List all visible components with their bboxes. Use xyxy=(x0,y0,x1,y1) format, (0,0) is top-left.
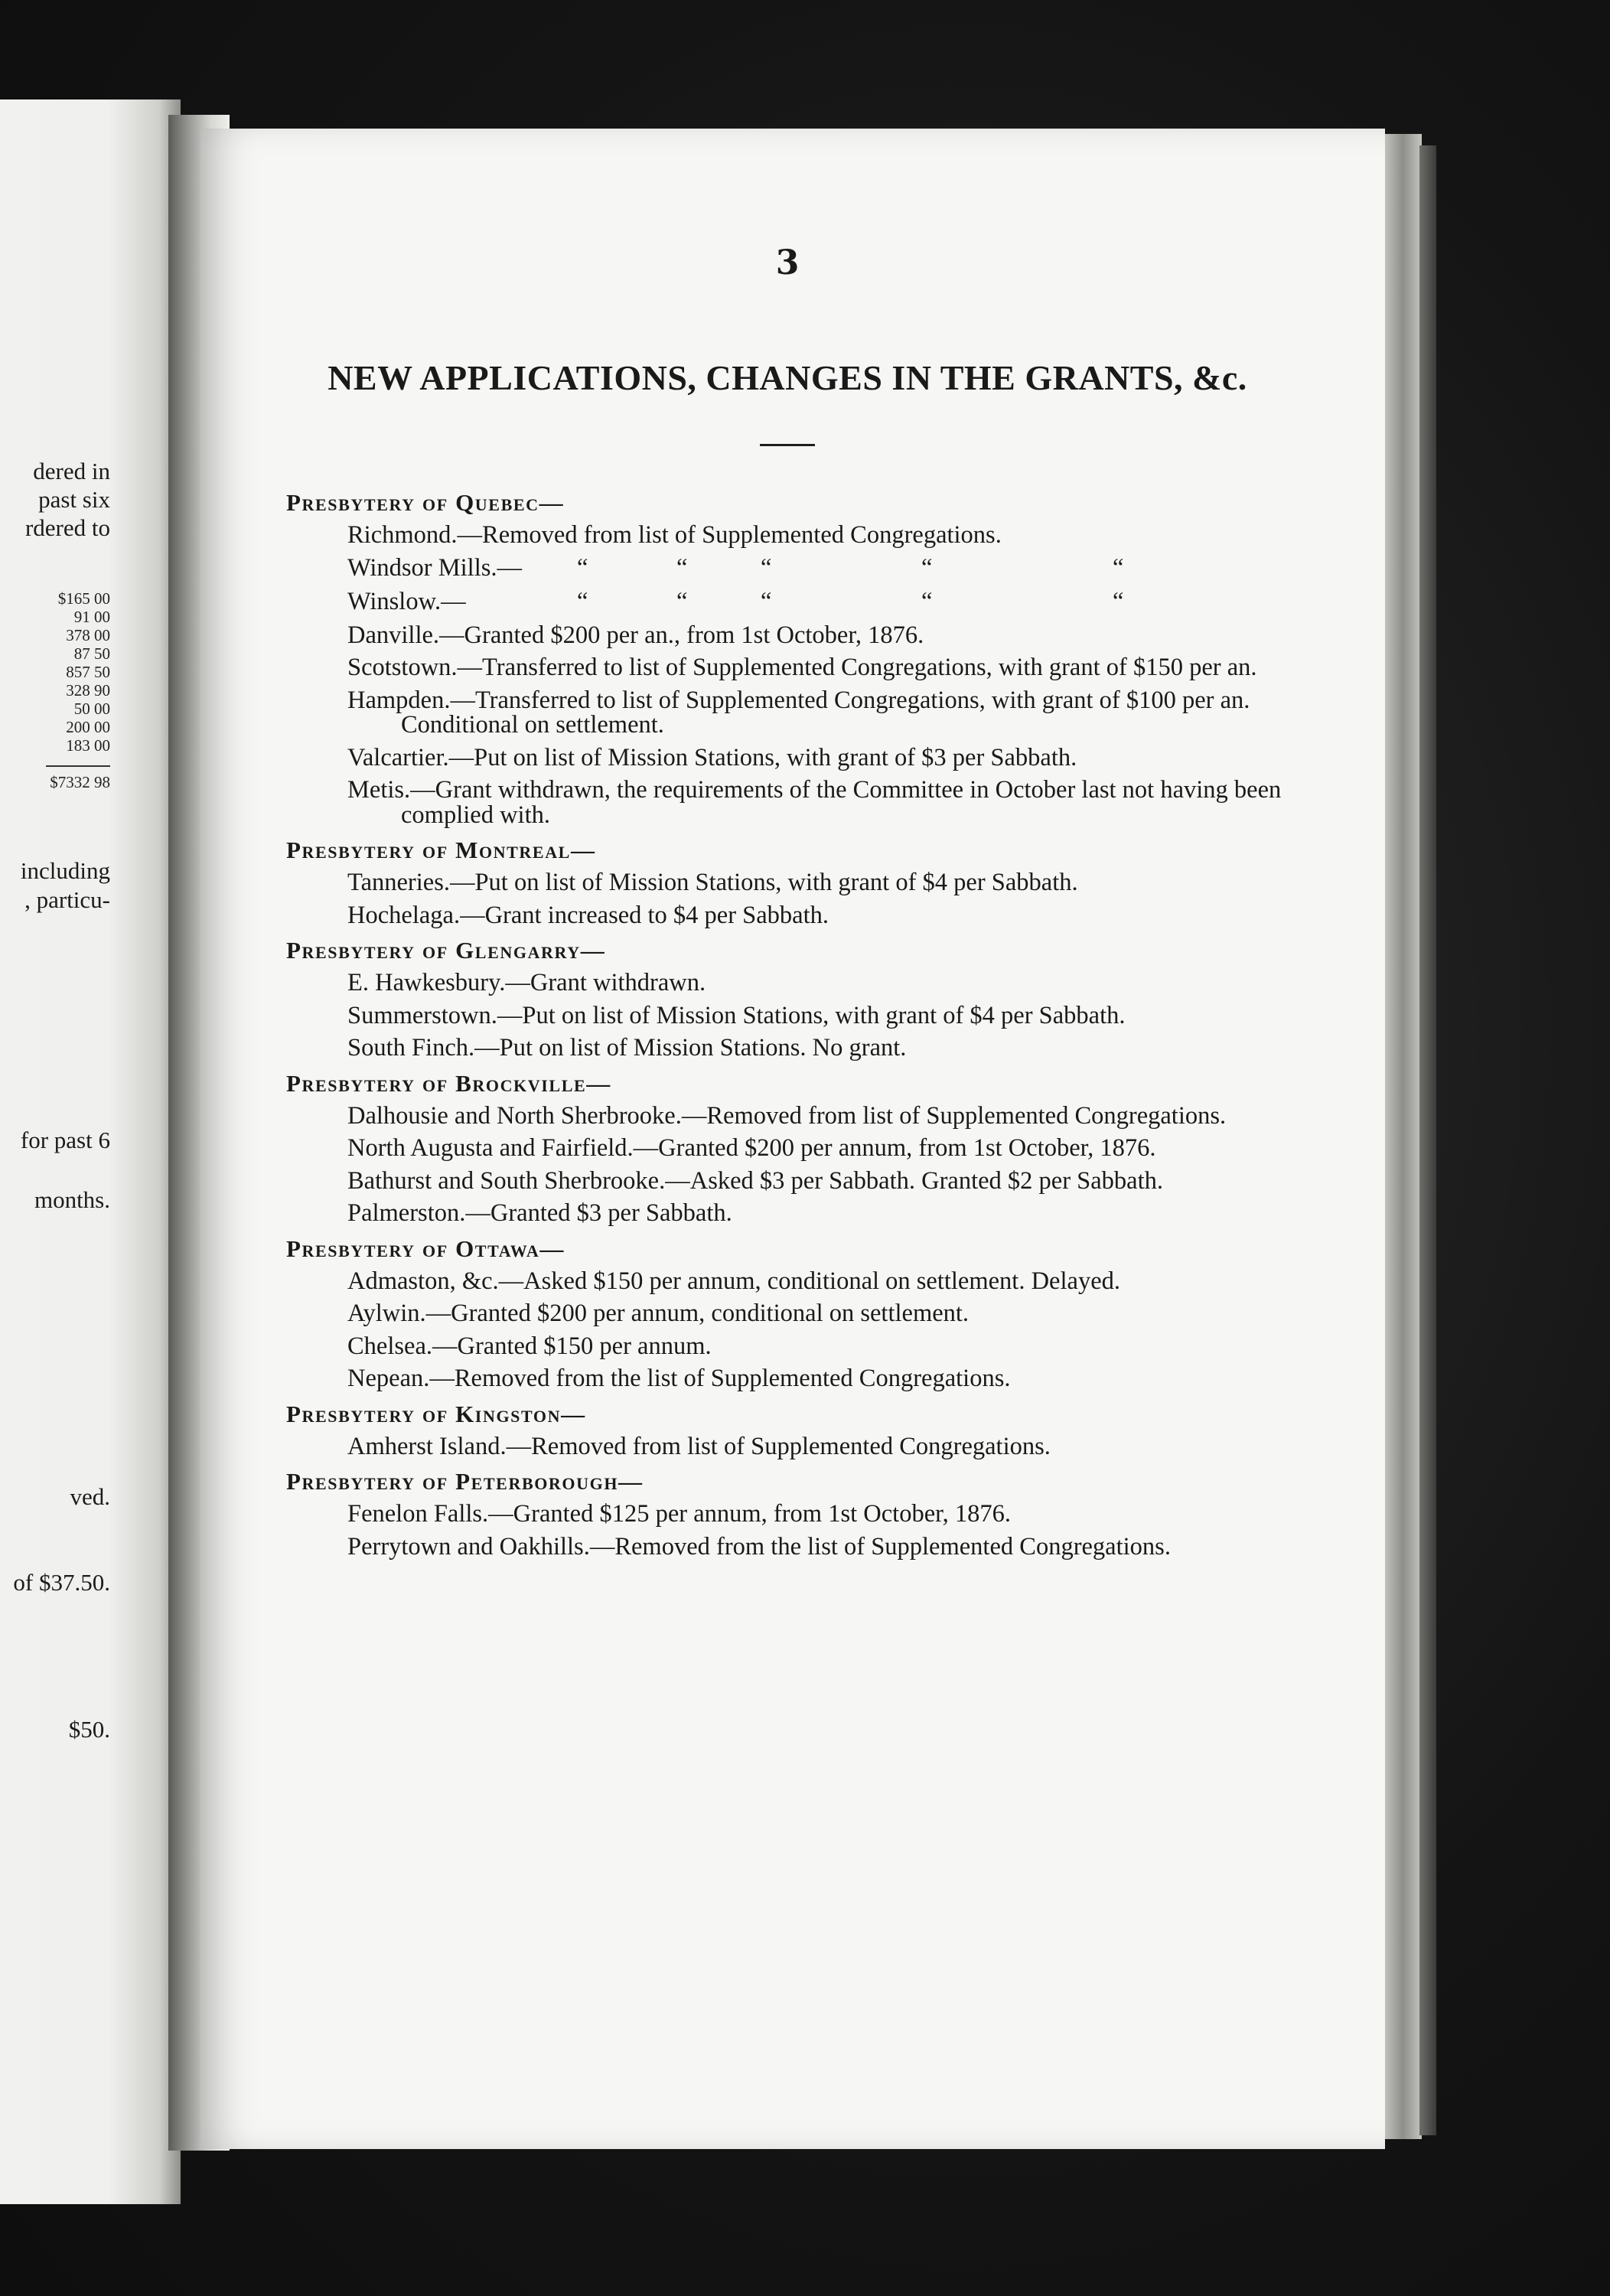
entry-chelsea: Chelsea.—Granted $150 per annum. xyxy=(347,1332,712,1360)
left-page-amount: 91 00 xyxy=(73,608,110,626)
entry-valcartier: Valcartier.—Put on list of Mission Stations, with grant of $3 per Sabbath. xyxy=(347,743,1077,771)
ditto-mark: “ xyxy=(921,587,933,615)
left-page-line: , particu- xyxy=(24,886,110,913)
ditto-mark: “ xyxy=(921,553,933,582)
entry-palmerston: Palmerston.—Granted $3 per Sabbath. xyxy=(347,1199,732,1227)
left-page-line: of $37.50. xyxy=(13,1569,110,1596)
entry-aylwin: Aylwin.—Granted $200 per annum, conditional on settlement. xyxy=(347,1300,970,1327)
main-page xyxy=(200,129,1385,2149)
ditto-mark: “ xyxy=(577,587,588,615)
left-page-amount: 328 90 xyxy=(66,681,110,700)
presbytery-heading-quebec: Presbytery of Quebec— xyxy=(286,489,565,516)
presbytery-heading-peterborough: Presbytery of Peterborough— xyxy=(286,1468,644,1495)
presbytery-heading-kingston: Presbytery of Kingston— xyxy=(286,1400,586,1427)
entry-dalhousie: Dalhousie and North Sherbrooke.—Removed from list of Supplemented Congregations. xyxy=(347,1101,1227,1130)
left-page-amount: 857 50 xyxy=(66,663,110,681)
entry-winslow xyxy=(347,589,1289,615)
left-page-line: dered in xyxy=(33,458,110,484)
entry-south-finch: South Finch.—Put on list of Mission Stations. No grant. xyxy=(347,1034,907,1062)
left-page-amount: 378 00 xyxy=(66,626,110,644)
page-title: NEW APPLICATIONS, CHANGES IN THE GRANTS, &c. xyxy=(328,358,1247,397)
left-page-line: $50. xyxy=(68,1716,110,1743)
entry-perrytown: Perrytown and Oakhills.—Removed from the list of Supplemented Congregations. xyxy=(347,1532,1171,1561)
left-page-total: $7332 98 xyxy=(50,773,110,791)
entry-hampden: Hampden.—Transferred to list of Supplemented Congregations, with grant of $100 per an. Conditional on settlement. xyxy=(347,686,1250,739)
left-page-amount: 183 00 xyxy=(66,736,110,755)
entry-name: Winslow.— xyxy=(347,587,466,615)
entry-summerstown: Summerstown.—Put on list of Mission Stations, with grant of $4 per Sabbath. xyxy=(347,1001,1126,1029)
left-page-amount: $165 00 xyxy=(57,589,110,608)
left-page-amount: 200 00 xyxy=(66,718,110,736)
entry-e-hawkesbury: E. Hawkesbury.—Grant withdrawn. xyxy=(347,969,706,996)
entry-fenelon-falls: Fenelon Falls.—Granted $125 per annum, from 1st October, 1876. xyxy=(347,1500,1012,1528)
entry-nepean: Nepean.—Removed from the list of Supplemented Congregations. xyxy=(347,1365,1011,1392)
left-facing-page xyxy=(0,99,181,2204)
left-page-line: ved. xyxy=(70,1483,110,1510)
presbytery-heading-montreal: Presbytery of Montreal— xyxy=(286,837,596,863)
entry-danville: Danville.—Granted $200 per an., from 1st October, 1876. xyxy=(347,621,924,649)
left-page-line: months. xyxy=(34,1186,110,1213)
left-page-line: rdered to xyxy=(24,514,110,541)
left-page-amount: 87 50 xyxy=(73,644,110,663)
ditto-mark: “ xyxy=(761,553,772,582)
entry-richmond: Richmond.—Removed from list of Supplemented Congregations. xyxy=(347,521,1002,549)
ditto-mark: “ xyxy=(1113,553,1124,582)
entry-amherst-island: Amherst Island.—Removed from list of Supplemented Congregations. xyxy=(347,1432,1051,1460)
title-rule xyxy=(760,444,815,446)
left-page-line: past six xyxy=(38,486,110,513)
entry-hochelaga: Hochelaga.—Grant increased to $4 per Sabbath. xyxy=(347,901,829,929)
entry-bathurst: Bathurst and South Sherbrooke.—Asked $3 per Sabbath. Granted $2 per Sabbath. xyxy=(347,1166,1163,1195)
entry-windsor-mills xyxy=(347,553,1289,582)
ditto-mark: “ xyxy=(1113,587,1124,615)
entry-north-augusta: North Augusta and Fairfield.—Granted $200 per annum, from 1st October, 1876. xyxy=(347,1134,1156,1162)
presbytery-heading-brockville: Presbytery of Brockville— xyxy=(286,1069,611,1097)
entry-metis: Metis.—Grant withdrawn, the requirements of the Committee in October last not having been complied with. xyxy=(347,776,1282,829)
left-page-line: including xyxy=(20,857,110,884)
ditto-mark: “ xyxy=(676,587,688,615)
entry-scotstown: Scotstown.—Transferred to list of Supplemented Congregations, with grant of $150 per an. xyxy=(347,654,1257,681)
ditto-mark: “ xyxy=(676,553,688,582)
entry-admaston: Admaston, &c.—Asked $150 per annum, conditional on settlement. Delayed. xyxy=(347,1267,1120,1295)
left-page-amount: 50 00 xyxy=(73,700,110,718)
entry-tanneries: Tanneries.—Put on list of Mission Stations, with grant of $4 per Sabbath. xyxy=(347,869,1078,896)
presbytery-heading-glengarry: Presbytery of Glengarry— xyxy=(286,937,606,964)
ditto-mark: “ xyxy=(761,587,772,615)
entry-name: Windsor Mills.— xyxy=(347,553,523,582)
page-edge-shadow xyxy=(1419,145,1436,2135)
ditto-mark: “ xyxy=(577,553,588,582)
page-content xyxy=(286,243,1289,1567)
left-page-total-rule xyxy=(46,765,110,767)
presbytery-heading-ottawa: Presbytery of Ottawa— xyxy=(286,1234,565,1262)
left-page-line: for past 6 xyxy=(20,1127,110,1153)
page-number: 3 xyxy=(775,243,800,282)
